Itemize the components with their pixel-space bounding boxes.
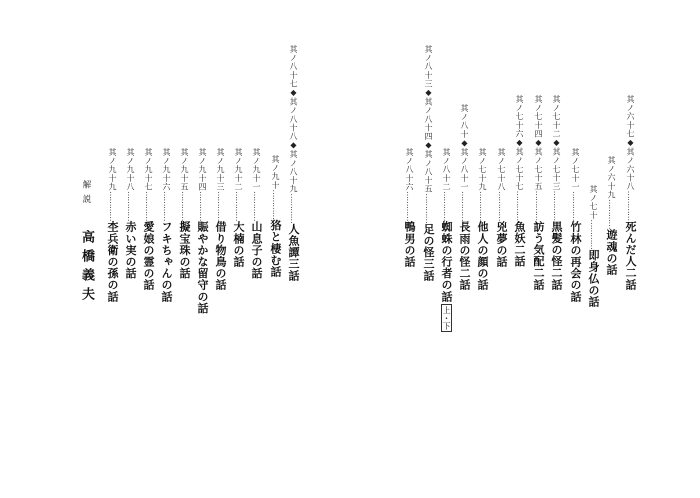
entry-number: 其ノ七十一 [571,148,580,191]
entry-number: 其ノ九十二 [234,148,243,191]
entry-number: 其ノ七十六◆其ノ七十七 [515,95,524,191]
entry-title: 訪う気配二話 [532,220,545,291]
entry-number: 其ノ九十七 [144,148,153,191]
entry-title: 黒髪の怪二話 [550,220,563,291]
entry-title: 賑やかな留守の話 [196,221,209,314]
toc-entry [121,148,140,279]
toc-entry [419,45,438,281]
entry-number: 其ノ九十三 [216,148,225,191]
volume-bracket: 上・下 [442,306,451,331]
entry-number: 其ノ七十二◆其ノ七十三 [552,95,561,191]
leader-dots: ………… [180,191,189,221]
entry-title: 鴨男の話 [403,221,416,268]
toc-entry [103,148,122,302]
entry-title: 魚妖二話 [513,220,526,268]
toc-entry [602,156,621,275]
leader-dots: ………… [478,191,487,221]
entry-title: 蜘蛛の行者の話 [440,221,453,303]
toc-entry [139,148,158,291]
toc-entry [492,148,511,267]
leader-dots: ………… [589,219,598,250]
leader-dots: ………… [198,191,207,221]
leader-dots: ………… [442,191,451,221]
toc-entry [400,148,419,267]
leader-dots: ………… [271,189,280,220]
leader-dots: ………… [497,191,506,221]
entry-number: 其ノ六十七◆其ノ六十八 [626,95,635,191]
leader-dots: ………… [607,199,616,229]
leader-dots: ………… [405,191,414,221]
toc-entry [510,95,529,267]
entry-title: 長雨の怪二話 [458,221,471,291]
toc-entry [437,148,456,332]
commentary-label: 解説 [81,180,91,209]
entry-number: 其ノ七十九 [478,148,487,191]
leader-dots: ………… [534,190,543,221]
toc-entry [211,148,230,291]
leader-dots: ………… [626,190,635,221]
entry-number: 其ノ九十一 [252,148,261,191]
entry-number: 其ノ八十二 [442,148,451,191]
leader-dots: ………… [252,191,261,221]
toc-entry [266,155,285,277]
leader-dots: ………… [108,191,117,221]
entry-number: 其ノ七十四◆其ノ七十五 [534,95,543,191]
toc-entry [455,104,474,291]
entry-title: 赤い実の話 [124,221,137,279]
toc-entry [284,45,303,281]
entry-number: 其ノ九十九 [108,148,117,191]
leader-dots: ………… [424,193,433,224]
entry-number: 其ノ七十八 [497,148,506,191]
entry-title: 足の怪三話 [422,223,435,282]
toc-entry [157,148,176,302]
toc-entry [621,95,640,290]
entry-number: 其ノ九十 [271,155,280,190]
toc-entry [529,95,548,290]
entry-title: 擬宝珠の話 [178,221,191,279]
entry-title: 大楠の話 [232,221,245,268]
toc-entry [229,148,248,267]
entry-number: 其ノ八十◆其ノ八十一 [460,104,469,191]
entry-number: 其ノ八十三◆其ノ八十四◆其ノ八十五 [424,45,433,194]
entry-number: 其ノ八十六 [405,148,414,191]
entry-number: 其ノ九十四 [198,148,207,191]
leader-dots: ………… [289,193,298,224]
leader-dots: ………… [460,191,469,221]
entry-title: 杢兵衛の孫の話 [106,221,119,303]
entry-number: 其ノ九十五 [180,148,189,191]
entry-title: 人魚譚三話 [287,223,300,282]
leader-dots: ………… [571,191,580,221]
leader-dots: ………… [515,190,524,221]
entry-title: 他人の顔の話 [476,221,489,291]
entry-number: 其ノ八十七◆其ノ八十八◆其ノ八十九 [289,45,298,194]
entry-title: 愛娘の霊の話 [142,221,155,291]
toc-entry [547,95,566,290]
entry-number: 其ノ九十六 [162,148,171,191]
leader-dots: ………… [144,191,153,221]
leader-dots: ………… [126,191,135,221]
toc-entry [566,148,585,302]
entry-number: 其ノ六十九 [607,156,616,199]
leader-dots: ………… [216,191,225,221]
entry-title: 死んだ人二話 [624,220,637,291]
toc-entry [193,148,212,314]
entry-title: 竹林の再会の話 [569,221,582,303]
entry-title: 兇夢の話 [495,221,508,268]
entry-title: 借り物鳥の話 [214,221,227,291]
commentary-author: 高橋義夫 [79,230,94,306]
toc-entry [584,185,603,307]
entry-title: 即身仏の話 [587,249,600,308]
leader-dots: ………… [162,191,171,221]
entry-title: 狢と棲む話 [269,219,282,278]
leader-dots: ………… [234,191,243,221]
toc-entry [175,148,194,279]
entry-title: フキちゃんの話 [160,221,173,303]
entry-number: 其ノ九十八 [126,148,135,191]
toc-entry [247,148,266,279]
entry-title: 山息子の話 [250,221,263,279]
entry-title: 遊魂の話 [605,229,618,276]
leader-dots: ………… [552,190,561,221]
entry-number: 其ノ七十 [589,185,598,220]
toc-entry [473,148,492,291]
